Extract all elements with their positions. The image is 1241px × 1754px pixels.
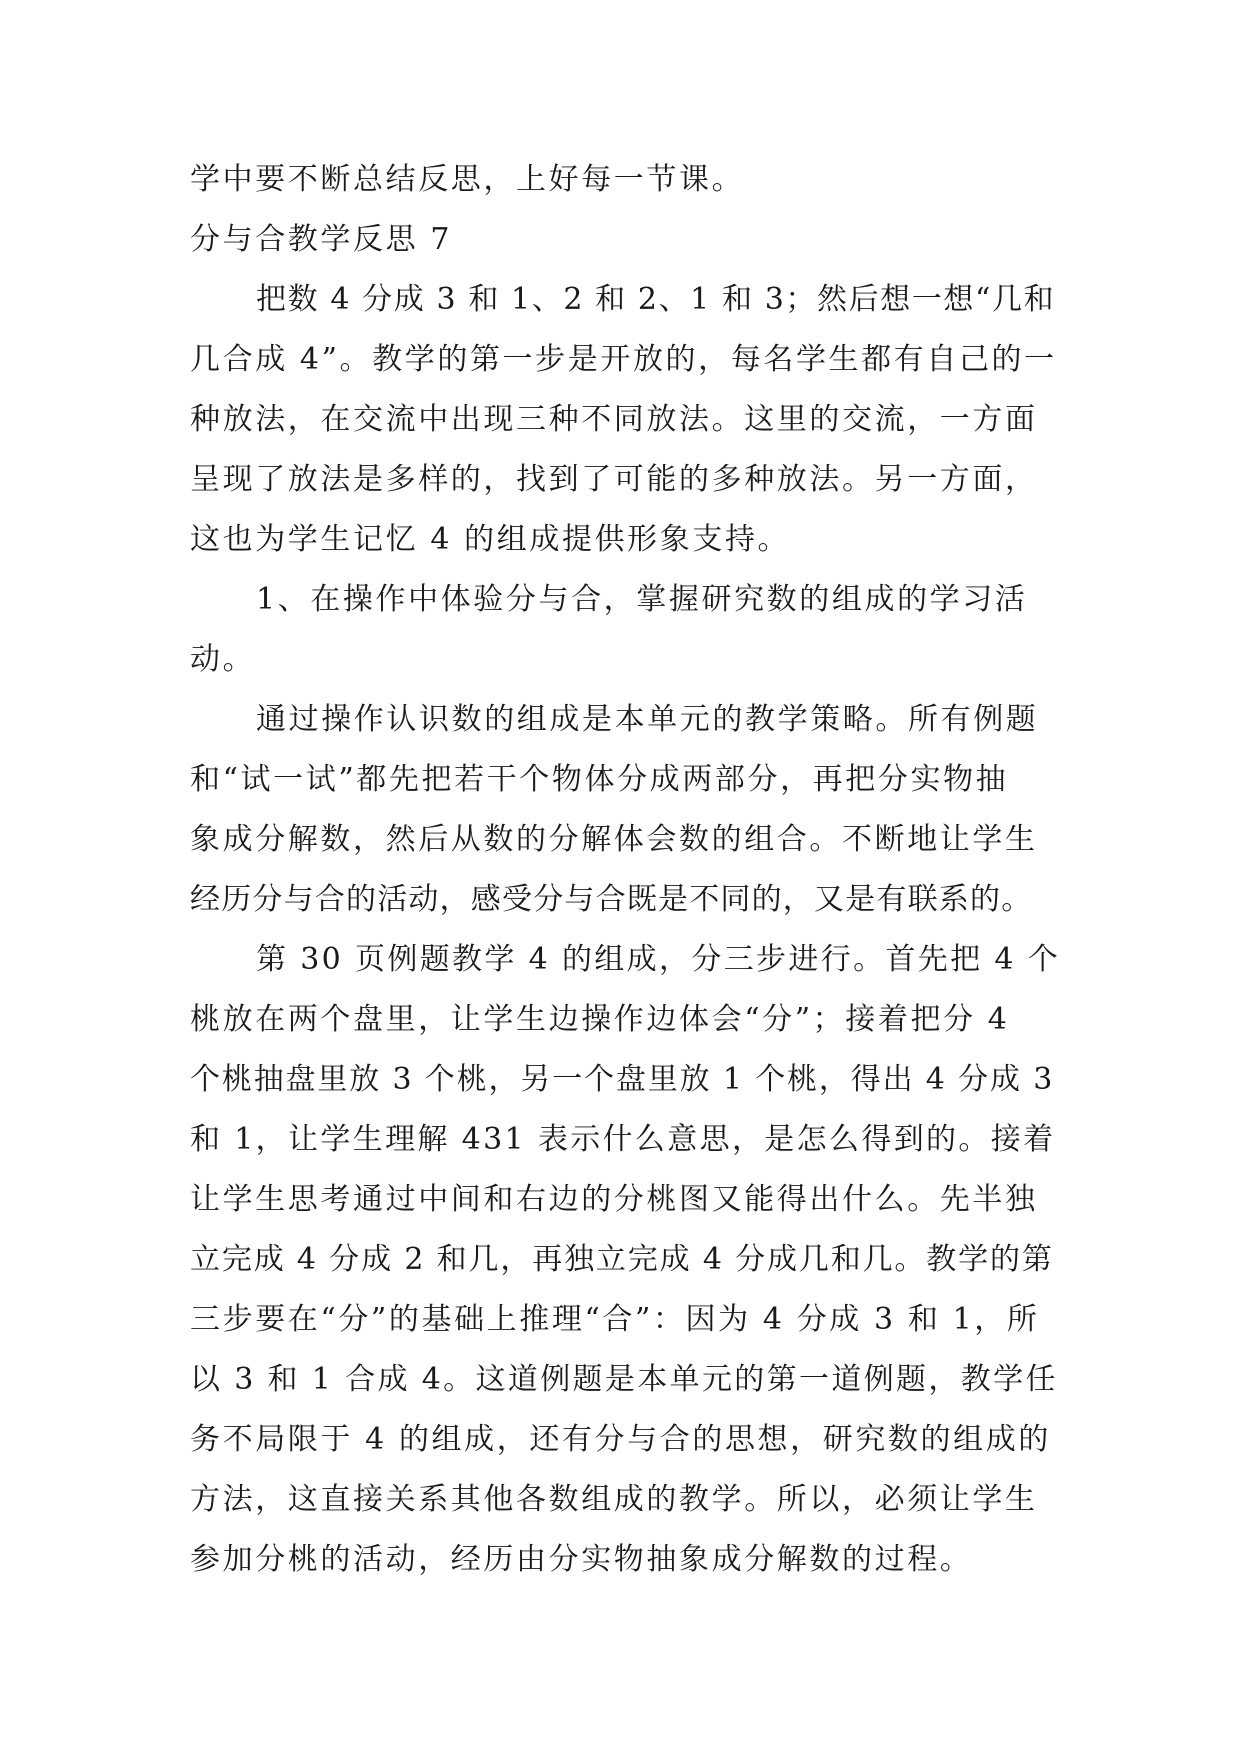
paragraph-line: 立完成 4 分成 2 和几，再独立完成 4 分成几和几。教学的第 [190, 1242, 1054, 1277]
paragraph-line: 第 30 页例题教学 4 的组成，分三步进行。首先把 4 个 [256, 942, 1061, 977]
paragraph-line: 种放法，在交流中出现三种不同放法。这里的交流，一方面 [190, 402, 1038, 437]
paragraph-line: 个桃抽盘里放 3 个桃，另一个盘里放 1 个桃，得出 4 分成 3 [190, 1062, 1055, 1097]
paragraph-line: 这也为学生记忆 4 的组成提供形象支持。 [190, 522, 791, 557]
paragraph-line: 呈现了放法是多样的，找到了可能的多种放法。另一方面， [190, 462, 1038, 497]
paragraph-line: 让学生思考通过中间和右边的分桃图又能得出什么。先半独 [190, 1182, 1038, 1217]
paragraph-line: 几合成 4”。教学的第一步是开放的，每名学生都有自己的一 [190, 342, 1057, 377]
paragraph-line: 象成分解数，然后从数的分解体会数的组合。不断地让学生 [190, 822, 1038, 857]
section-heading: 分与合教学反思 7 [190, 222, 453, 257]
paragraph-line: 和 1，让学生理解 431 表示什么意思，是怎么得到的。接着 [190, 1122, 1056, 1157]
paragraph-line: 参加分桃的活动，经历由分实物抽象成分解数的过程。 [190, 1542, 973, 1577]
paragraph-line: 学中要不断总结反思，上好每一节课。 [190, 162, 745, 197]
paragraph-line: 把数 4 分成 3 和 1、2 和 2、1 和 3；然后想一想“几和 [256, 282, 1056, 317]
paragraph-line: 以 3 和 1 合成 4。这道例题是本单元的第一道例题，教学任 [190, 1362, 1058, 1397]
document-page [190, 150, 1060, 1590]
paragraph-line: 方法，这直接关系其他各数组成的教学。所以，必须让学生 [190, 1482, 1038, 1517]
paragraph-line: 务不局限于 4 的组成，还有分与合的思想，研究数的组成的 [190, 1422, 1051, 1457]
paragraph-line: 桃放在两个盘里，让学生边操作边体会“分”；接着把分 4 [190, 1002, 1010, 1037]
paragraph-line: 通过操作认识数的组成是本单元的教学策略。所有例题 [256, 702, 1039, 737]
paragraph-line: 和“试一试”都先把若干个物体分成两部分，再把分实物抽 [190, 762, 1009, 797]
paragraph-line: 1、在操作中体验分与合，掌握研究数的组成的学习活 [256, 582, 1028, 617]
paragraph-line: 经历分与合的活动，感受分与合既是不同的，又是有联系的。 [190, 882, 1033, 917]
paragraph-line: 动。 [190, 642, 256, 677]
paragraph-line: 三步要在“分”的基础上推理“合”：因为 4 分成 3 和 1，所 [190, 1302, 1040, 1337]
